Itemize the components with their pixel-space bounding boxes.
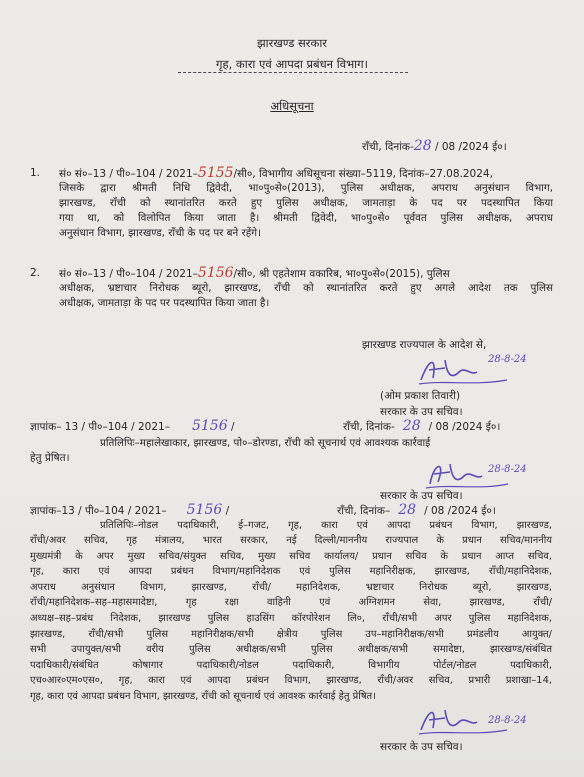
memo-2-line-6: राँची/महानिदेशक–सह–महासमादेष्टा, गृह रक्षा वाहिनी एवं अग्निशमन सेवा, झारखण्ड, राँची/ [30, 597, 552, 609]
item-1-line-4: गया था, को विलोपित किया जाता है। श्रीमती द्विवेदी, भा०पु०से० पूर्ववत पुलिस अधीक्षक, अपराध [59, 212, 553, 224]
item-1-line-2: जिसके द्वारा श्रीमती निधि द्विवेदी, भा०पु०से०(2013), पुलिस अधीक्षक, अपराध अनुसंधान विभाग, [59, 182, 553, 194]
heading-separator [178, 72, 408, 73]
memo-1-line-2: हेतु प्रेषित। [30, 452, 70, 464]
date-prefix: राँची, दिनांक- [362, 141, 414, 153]
order-line: झारखण्ड राज्यपाल के आदेश से, [362, 339, 487, 351]
signature-2-designation: सरकार के उप सचिव। [380, 490, 463, 502]
item-1-line-5: अनुसंधान विभाग, झारखण्ड, राँची के पद पर बने रहेंगे। [59, 227, 261, 239]
item-1-line-1: /सी०, विभागीय अधिसूचना संख्या–5119, दिनांक–27.08.2024, [233, 168, 493, 180]
item-2-line-3: अधीक्षक, जामताड़ा के पद पर पदस्थापित किया जाता है। [59, 297, 270, 309]
memo-2-suffix: / [225, 505, 230, 517]
item-2-body [59, 281, 553, 311]
memo-2-line-9: सभी उपायुक्त/सभी वरीय पुलिस अधीक्षक/सभी पुलिस अधीक्षक/सभी समादेष्टा, झारखण्ड/संबंधित [30, 644, 552, 656]
item-1-reference [59, 166, 493, 182]
government-heading: झारखण्ड सरकार [256, 36, 328, 50]
memo-2-first-line [100, 518, 552, 533]
memo-2-reference [30, 503, 229, 519]
item-2-reference [59, 266, 450, 282]
item-2-handwritten-number: 5156 [197, 265, 234, 281]
memo-1-date [343, 419, 500, 435]
memo-2-line-2: राँची/अवर सचिव, गृह मंत्रालय, भारत सरकार, नई दिल्ली/माननीय राज्यपाल के प्रधान सचिव/माननीय [30, 535, 552, 546]
signature-1-designation: सरकार के उप सचिव। [380, 406, 463, 418]
memo-1-handwritten-number: 5156 [191, 418, 228, 434]
memo-2-prefix: ज्ञापांक–13 / पी०–104 / 2021– [30, 505, 167, 517]
memo-2-line-3: मुख्यमंत्री के अपर मुख्य सचिव/संयुक्त सचिव, मुख्य सचिव कार्यालय/ प्रधान सचिव के प्रधान आप्त सचिव, [30, 550, 552, 562]
memo-2-line-12: गृह, कारा एवं आपदा प्रबंधन विभाग, झारखण्ड, राँची को सूचनार्थ एवं आवश्क कार्रवाई हेतु प्रेषित। [30, 690, 376, 702]
item-2-line-2: अधीक्षक, भ्रष्टाचार निरोधक ब्यूरो, झारखण्ड, राँची को स्थानांतरित करते हुए अगले आदेश तक पुलिस [59, 282, 553, 294]
item-2-line-1: /सी०, श्री एहतेशाम वकारिब, भा०पु०से०(2015), पुलिस [233, 268, 450, 280]
item-1-number: 1. [30, 167, 41, 179]
memo-2-line-10: पदाधिकारी/संबंधित कोषागार पदाधिकारी/नोडल पदाधिकारी, विभागीय पोर्टल/नोडल पदाधिकारी, [30, 659, 552, 671]
item-1-line-3: झारखण्ड, राँची को स्थानांतरित करते हुए पुलिस अधीक्षक, जामताड़ा के पद पर पदस्थापित किया [59, 197, 553, 209]
memo-2-line-7: अध्यक्ष–सह–प्रबंध निदेशक, झारखण्ड पुलिस हाउसिंग कॉरपोरेशन लि०, राँची/सभी अपर पुलिस महानिदेशक, [30, 612, 552, 624]
memo-1-suffix: / [230, 421, 235, 433]
memo-2-date [337, 503, 496, 519]
memo-2-line-1: प्रतिलिपिः–नोडल पदाधिकारी, ई–गजट, गृह, कारा एवं आपदा प्रबंधन विभाग, झारखण्ड, [100, 520, 552, 531]
signatory-name: (ओम प्रकाश तिवारी) [380, 390, 461, 402]
memo-1-date-prefix: राँची, दिनांक- [343, 421, 395, 433]
item-2-number: 2. [30, 267, 41, 279]
item-2-ref-prefix: सं० सं०–13 / पी०–104 / 2021– [59, 268, 198, 280]
memo-1-handwritten-day: 28 [402, 418, 421, 434]
notification-title: अधिसूचना [270, 99, 314, 113]
memo-2-handwritten-day: 28 [398, 502, 417, 518]
signature-1-date: 28-8-24 [488, 354, 527, 365]
memo-2-line-11: एच०आर०एम०एस०, गृह, कारा एवं आपदा प्रबंधन विभाग, झारखण्ड, राँची/अवर सचिव, प्रभारी प्रशाखा–14, [30, 675, 552, 687]
memo-1-body [100, 436, 552, 451]
department-heading: गृह, कारा एवं आपदा प्रबंधन विभाग। [216, 57, 368, 71]
notification-date [362, 139, 507, 155]
memo-1-reference [30, 419, 235, 435]
memo-2-line-5: अपराध अनुसंधान विभाग, झारखण्ड, राँची/ महानिदेशक, भ्रष्टाचार निरोधक ब्यूरो, झारखण्ड, [30, 581, 552, 593]
memo-2-line-8: झारखण्ड, राँची/सभी पुलिस महानिरीक्षक/सभी क्षेत्रीय पुलिस उप–महानिरीक्षक/सभी प्रमंडलीय आयुक्त/ [30, 628, 552, 640]
memo-2-handwritten-number: 5156 [186, 502, 223, 518]
item-1-body [59, 181, 553, 241]
handwritten-date-day: 28 [413, 138, 432, 154]
signature-3-date: 28-8-24 [488, 715, 527, 726]
memo-2-date-rest: / 08 /2024 ई०। [424, 505, 496, 517]
memo-1-line-1: प्रतिलिपिः–महालेखाकार, झारखण्ड, पो०–डोरण्डा, राँची को सूचनार्थ एवं आवश्यक कार्रवाई [100, 437, 431, 449]
item-1-ref-prefix: सं० सं०–13 / पी०–104 / 2021– [59, 168, 198, 180]
memo-2-date-prefix: राँची, दिनांक– [337, 505, 391, 517]
memo-2-body [30, 533, 552, 705]
signature-2-date: 28-8-24 [488, 464, 527, 475]
date-rest: / 08 /2024 ई०। [434, 141, 507, 153]
memo-1-date-rest: / 08 /2024 ई०। [428, 421, 501, 433]
memo-1-prefix: ज्ञापांक– 13 / पी०–104 / 2021– [30, 421, 170, 433]
memo-2-line-4: गृह, कारा एवं आपदा प्रबंधन विभाग/महानिदेशक एवं पुलिस महानिरीक्षक, झारखण्ड, राँची/महानिदेशक, [30, 566, 552, 578]
signature-3-designation: सरकार के उप सचिव। [380, 741, 463, 753]
item-1-handwritten-number: 5155 [197, 165, 234, 181]
